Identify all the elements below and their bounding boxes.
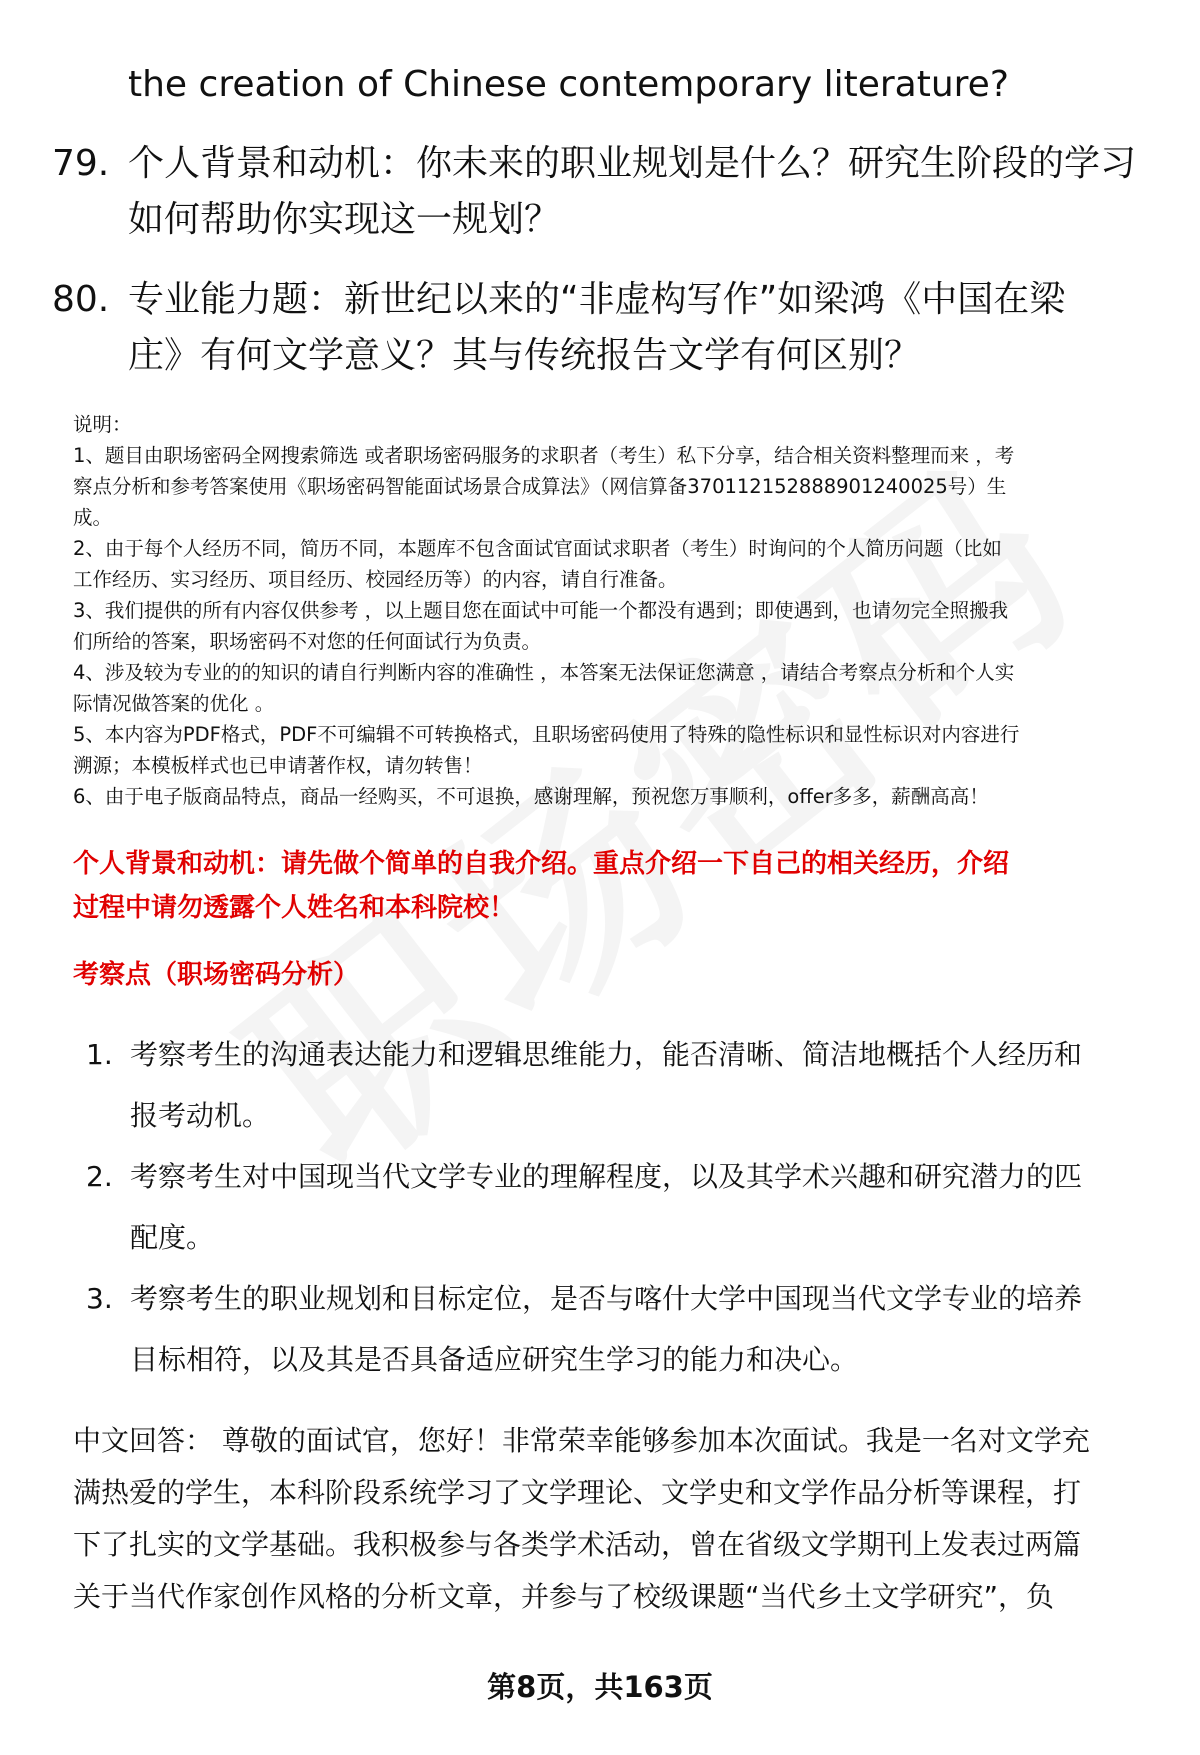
answer-line: 关于当代作家创作风格的分析文章，并参与了校级课题“当代乡土文学研究”，负 xyxy=(73,1580,1055,1613)
point-line: 考察考生对中国现当代文学专业的理解程度，以及其学术兴趣和研究潜力的匹 xyxy=(130,1160,1083,1193)
notes-title: 说明： xyxy=(73,413,132,436)
question-number: 80. xyxy=(52,279,110,320)
notes-line: 们所给的答案，职场密码不对您的任何面试行为负责。 xyxy=(73,630,542,653)
notes-line: 4、涉及较为专业的的知识的请自行判断内容的准确性 ，本答案无法保证您满意 ，请结合考察点分析和个人实 xyxy=(73,661,1015,684)
point-number: 2. xyxy=(86,1160,113,1193)
answer-line: 满热爱的学生，本科阶段系统学习了文学理论、文学史和文学作品分析等课程，打 xyxy=(73,1476,1082,1509)
notes-line: 溯源；本模板样式也已申请著作权，请勿转售！ xyxy=(73,754,483,777)
question-line: 专业能力题：新世纪以来的“非虚构写作”如梁鸿《中国在梁 xyxy=(128,279,1066,320)
notes-line: 5、本内容为PDF格式，PDF不可编辑不可转换格式，且职场密码使用了特殊的隐性标识和显性标识对内容进行 xyxy=(73,723,1020,746)
answer-line: 下了扎实的文学基础。我积极参与各类学术活动，曾在省级文学期刊上发表过两篇 xyxy=(73,1528,1082,1561)
intro-question-line: 个人背景和动机：请先做个简单的自我介绍。重点介绍一下自己的相关经历，介绍 xyxy=(73,849,1010,879)
point-line: 目标相符，以及其是否具备适应研究生学习的能力和决心。 xyxy=(130,1343,859,1376)
notes-line: 2、由于每个人经历不同，简历不同，本题库不包含面试官面试求职者（考生）时询问的个人简历问题（比如 xyxy=(73,537,1002,560)
point-line: 考察考生的沟通表达能力和逻辑思维能力，能否清晰、简洁地概括个人经历和 xyxy=(130,1038,1083,1071)
analysis-point xyxy=(86,1024,1166,1146)
question-continuation: the creation of Chinese contemporary literature? xyxy=(128,64,1009,105)
notes-line: 成。 xyxy=(73,506,113,529)
point-number: 1. xyxy=(86,1038,113,1071)
point-line: 报考动机。 xyxy=(130,1099,271,1132)
notes-line: 察点分析和参考答案使用《职场密码智能面试场景合成算法》（网信算备370112152888901240025号）生 xyxy=(73,475,1007,498)
notes-line: 际情况做答案的优化 。 xyxy=(73,692,275,715)
question-line: 如何帮助你实现这一规划？ xyxy=(128,199,561,240)
analysis-title: 考察点（职场密码分析） xyxy=(73,960,360,990)
notes-line: 6、由于电子版商品特点，商品一经购买，不可退换，感谢理解，预祝您万事顺利，offer多多，薪酬高高！ xyxy=(73,785,989,808)
analysis-point xyxy=(86,1268,1166,1390)
question-line: 个人背景和动机：你未来的职业规划是什么？研究生阶段的学习 xyxy=(128,143,1137,184)
question-line: 庄》有何文学意义？其与传统报告文学有何区别？ xyxy=(128,335,921,376)
intro-question xyxy=(73,842,1163,930)
page-number: 第8页，共163页 xyxy=(487,1670,713,1704)
notes-line: 工作经历、实习经历、项目经历、校园经历等）的内容，请自行准备。 xyxy=(73,568,678,591)
analysis-point xyxy=(86,1146,1166,1268)
point-number: 3. xyxy=(86,1282,113,1315)
intro-question-line: 过程中请勿透露个人姓名和本科院校！ xyxy=(73,893,516,923)
notes-line: 1、题目由职场密码全网搜索筛选 或者职场密码服务的求职者（考生）私下分享，结合相关资料整理而来 ，考 xyxy=(73,444,1015,467)
question-number: 79. xyxy=(52,143,110,184)
notes-line: 3、我们提供的所有内容仅供参考 ，以上题目您在面试中可能一个都没有遇到；即使遇到，也请勿完全照搬我 xyxy=(73,599,1009,622)
point-line: 配度。 xyxy=(130,1221,215,1254)
point-line: 考察考生的职业规划和目标定位，是否与喀什大学中国现当代文学专业的培养 xyxy=(130,1282,1083,1315)
chinese-answer xyxy=(73,1415,1163,1623)
analysis-points xyxy=(86,1024,1166,1390)
answer-line: 中文回答： 尊敬的面试官，您好！非常荣幸能够参加本次面试。我是一名对文学充 xyxy=(73,1424,1090,1457)
notes-section xyxy=(73,409,1163,812)
